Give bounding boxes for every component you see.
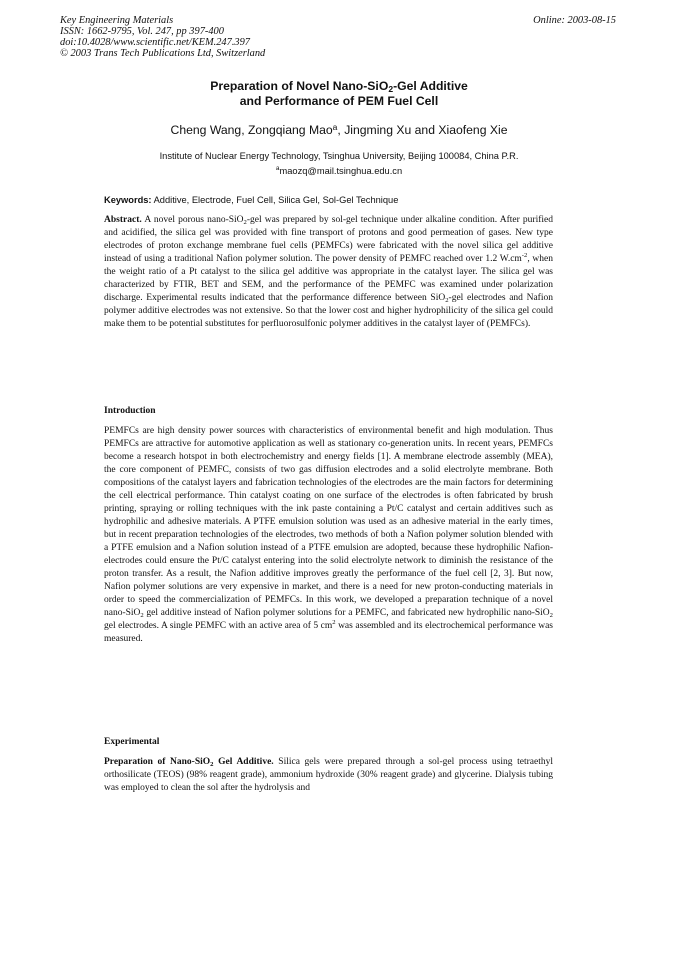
institute: Institute of Nuclear Energy Technology, Tsinghua University, Beijing 100084, China P.R. xyxy=(159,151,519,161)
paper-title xyxy=(0,79,678,109)
author-mark: a xyxy=(332,122,338,132)
keywords-text: Additive, Electrode, Fuel Cell, Silica Gel, Sol-Gel Technique xyxy=(151,195,399,205)
body-text: was assembled and its electrochemical performance was measured. xyxy=(104,621,554,644)
subsection-text: Preparation of Nano-SiO xyxy=(104,757,211,767)
author-list xyxy=(0,123,678,137)
superscript: -2 xyxy=(521,252,528,259)
abstract-text: A novel porous nano-SiO xyxy=(141,215,244,225)
subscript: 2 xyxy=(243,219,247,226)
doi-line: doi:10.4028/www.scientific.net/KEM.247.397 xyxy=(60,37,250,48)
journal-header xyxy=(60,15,265,59)
subscript: 2 xyxy=(445,297,449,304)
author-text: Cheng Wang, Zongqiang Mao xyxy=(170,123,333,137)
email-address[interactable]: maozq@mail.tsinghua.edu.cn xyxy=(279,166,403,176)
email-line xyxy=(0,164,678,179)
experimental-section xyxy=(104,736,553,795)
abstract xyxy=(104,214,553,331)
section-heading: Experimental xyxy=(104,737,160,747)
journal-name: Key Engineering Materials xyxy=(60,15,174,26)
body-text: gel electrodes. A single PEMFC with an active area of 5 cm xyxy=(104,621,333,631)
title-text: -Gel Additive xyxy=(393,79,468,93)
subsection-heading xyxy=(104,757,274,767)
section-heading: Introduction xyxy=(104,406,156,416)
introduction-section xyxy=(104,405,553,646)
keywords-label: Keywords: xyxy=(104,195,152,205)
abstract-text: -gel electrodes and Nafion polymer additive electrodes was not extensive. So that the lower cost and higher hydrophilicity of the silica gel could make them to be potential substitutes for perfluorosulfonic polymer additives in the catalyst layer of (PEMFCs). xyxy=(104,293,553,329)
abstract-label: Abstract. xyxy=(104,215,142,225)
body-text: gel additive instead of Nafion polymer solutions for a PEMFC, and fabricated new hydrophilic nano-SiO xyxy=(143,608,550,618)
email-mark: a xyxy=(275,165,280,172)
body-text: Silica gels were prepared through a sol-gel process using tetraethyl orthosilicate (TEOS) (98% reagent grade), ammonium hydroxide (30% reagent grade) and glycerine. Dialysis tubing was employed to clean the sol after the hydrolysis and xyxy=(104,757,554,793)
author-text: , Jingming Xu and Xiaofeng Xie xyxy=(337,123,508,137)
copyright-line: © 2003 Trans Tech Publications Ltd, Switzerland xyxy=(60,48,266,59)
affiliation xyxy=(0,149,678,179)
subscript: 2 xyxy=(549,612,553,619)
subsection-text: Gel Additive. xyxy=(213,757,274,767)
title-line-2: and Performance of PEM Fuel Cell xyxy=(239,94,439,108)
issn-line: ISSN: 1662-9795, Vol. 247, pp 397-400 xyxy=(60,26,224,37)
introduction-paragraph xyxy=(104,425,553,646)
title-line-1 xyxy=(0,79,678,94)
subscript: 2 xyxy=(140,612,144,619)
superscript: 2 xyxy=(332,619,336,626)
title-text: Preparation of Novel Nano-SiO xyxy=(210,79,389,93)
subscript: 2 xyxy=(210,761,214,768)
keywords xyxy=(104,195,398,205)
experimental-paragraph xyxy=(104,756,553,795)
online-date: Online: 2003-08-15 xyxy=(533,15,616,26)
abstract-text: , when the weight ratio of a Pt catalyst to the silica gel additive was appropriate in the catalyst layer. The silica gel was characterized by FTIR, BET and SEM, and the performance of the PEMFC was examined under polarization discharge. Experimental results indicated that the performance difference between SiO xyxy=(104,254,553,303)
body-text: PEMFCs are high density power sources with characteristics of environmental benefit and high modulation. Thus PEMFCs are attractive for automotive application as well as stationary co-generation units. In recent years, PEMFCs become a research hotspot in both electrochemistry and energy fields [1]. A membrane electrode assembly (MEA), the core component of PEMFC, consists of two gas diffusion electrodes and a solid electrolyte membrane. Both compositions of the catalyst layers and fabrication technologies of the electrodes are the main factors for determining the cell electrical performance. Thin catalyst coating on one surface of the electrodes is often fabricated by brush printing, spraying or rolling techniques with the ink paste containing a Pt/C catalyst and certain additives such as hydrophilic and adhesive materials. A PTFE emulsion solution was used as an adhesive material in the early times, but in recent preparation technologies of the electrodes, two methods of both a Nafion polymer solution blended with a PTFE emulsion and a Nafion solution instead of a PTFE emulsion are adopted, because these hydrophilic Nafion-electrodes could ensure the Pt/C catalyst entering into the solid electrolyte network to diminish the resistance of the proton transfer. As a result, the Nafion additive improves greatly the performance of the fuel cell [2, 3]. But now, Nafion polymer solutions are very expensive in market, and there is a need for new proton-conducting materials in order to speed the commercialization of PEMFCs. In this work, we developed a preparation technique of a novel nano-SiO xyxy=(104,426,553,618)
abstract-text: -gel was prepared by sol-gel technique under alkaline condition. After purified and acidified, the silica gel was provided with fine transport of protons and good permeation of gases. New type electrodes of proton exchange membrane fuel cells (PEMFCs) were fabricated with the novel silica gel additive instead of using a traditional Nafion polymer solution. The power density of PEMFC reached over 1.2 W.cm xyxy=(104,215,553,264)
title-subscript: 2 xyxy=(388,84,394,94)
